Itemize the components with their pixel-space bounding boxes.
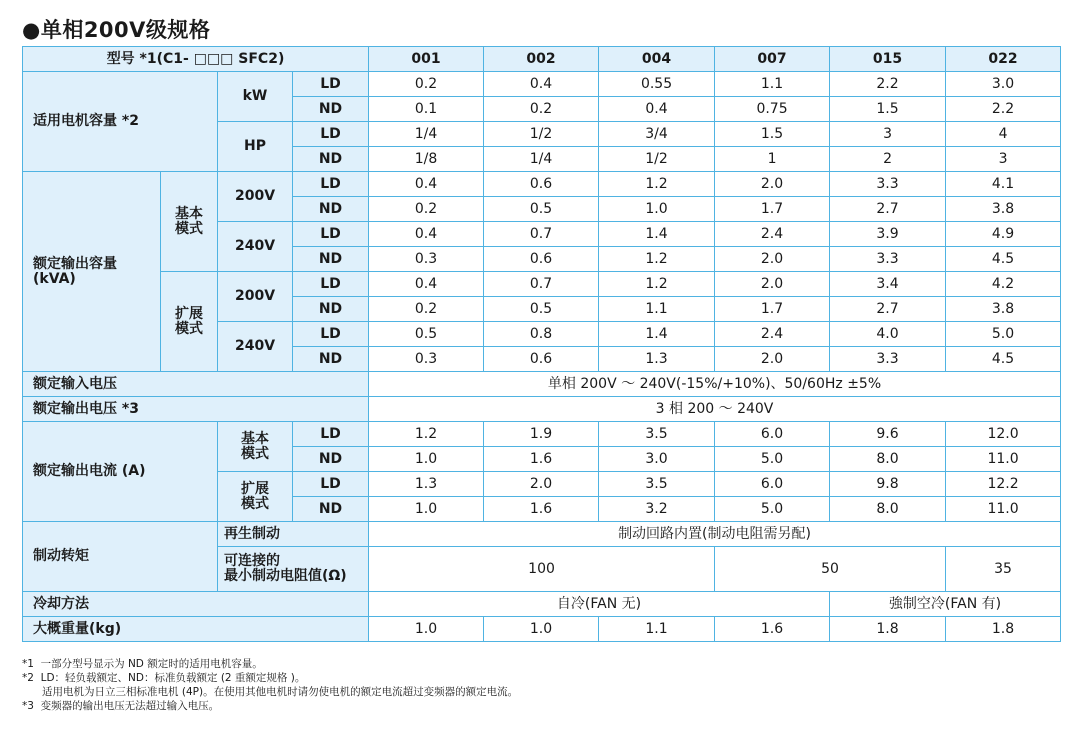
value-cell: 0.5 <box>484 197 599 222</box>
mode-cell: ND <box>293 247 369 272</box>
value-cell: 3.3 <box>830 172 946 197</box>
mode-cell: LD <box>293 272 369 297</box>
value-cell: 1.6 <box>715 617 830 642</box>
value-cell: 4 <box>946 122 1061 147</box>
basic-mode-line1: 基本 <box>175 205 203 222</box>
value-cell: 9.8 <box>830 472 946 497</box>
value-cell: 3.9 <box>830 222 946 247</box>
model-015: 015 <box>830 47 946 72</box>
current-extended-line2: 模式 <box>241 495 269 512</box>
value-cell: 1.8 <box>946 617 1061 642</box>
value-cell: 0.4 <box>369 272 484 297</box>
model-header: 型号 *1(C1- □□□ SFC2) <box>23 47 369 72</box>
table-row <box>23 522 1061 547</box>
value-cell: 1.0 <box>599 197 715 222</box>
value-cell: 12.2 <box>946 472 1061 497</box>
value-cell: 11.0 <box>946 497 1061 522</box>
value-cell: 1.0 <box>369 447 484 472</box>
value-cell: 1.2 <box>599 272 715 297</box>
model-001: 001 <box>369 47 484 72</box>
table-row <box>23 617 1061 642</box>
extended-mode-line1: 扩展 <box>175 305 203 322</box>
mode-cell: LD <box>293 172 369 197</box>
value-cell: 4.9 <box>946 222 1061 247</box>
value-cell: 1.6 <box>484 497 599 522</box>
value-cell: 1.4 <box>599 222 715 247</box>
value-cell: 3.3 <box>830 247 946 272</box>
mode-cell: ND <box>293 447 369 472</box>
voltage-200v: 200V <box>218 172 293 222</box>
value-cell: 3.2 <box>599 497 715 522</box>
value-cell: 4.5 <box>946 347 1061 372</box>
current-basic-line1: 基本 <box>241 430 269 447</box>
value-cell: 2.0 <box>715 172 830 197</box>
voltage-240v: 240V <box>218 222 293 272</box>
value-cell: 5.0 <box>715 447 830 472</box>
mode-cell: LD <box>293 122 369 147</box>
value-cell: 1.0 <box>369 617 484 642</box>
value-cell: 8.0 <box>830 497 946 522</box>
min-resistance-value: 100 <box>369 547 715 592</box>
current-basic-mode-label <box>218 422 293 472</box>
value-cell: 0.2 <box>369 72 484 97</box>
footnotes <box>22 657 518 713</box>
value-cell: 8.0 <box>830 447 946 472</box>
value-cell: 0.6 <box>484 347 599 372</box>
cooling-forced: 強制空冷(FAN 有) <box>830 592 1061 617</box>
footnote: 适用电机为日立三相标准电机 (4P)。在使用其他电机时请勿使电机的额定电流超过变频器的额定电流。 <box>22 686 519 698</box>
cooling-natural: 自冷(FAN 无) <box>369 592 830 617</box>
value-cell: 1.7 <box>715 297 830 322</box>
value-cell: 3 <box>946 147 1061 172</box>
value-cell: 4.0 <box>830 322 946 347</box>
basic-mode-line2: 模式 <box>175 220 203 237</box>
min-resistance-line1: 可连接的 <box>224 553 280 569</box>
value-cell: 2.0 <box>484 472 599 497</box>
extended-mode-label <box>161 272 218 372</box>
value-cell: 3 <box>830 122 946 147</box>
table-row <box>23 372 1061 397</box>
value-cell: 2.0 <box>715 272 830 297</box>
table-row <box>23 592 1061 617</box>
value-cell: 0.4 <box>484 72 599 97</box>
value-cell: 1/2 <box>484 122 599 147</box>
value-cell: 3.4 <box>830 272 946 297</box>
value-cell: 1.0 <box>369 497 484 522</box>
value-cell: 0.75 <box>715 97 830 122</box>
value-cell: 0.5 <box>369 322 484 347</box>
output-voltage-label: 额定输出电压 *3 <box>23 397 369 422</box>
value-cell: 5.0 <box>946 322 1061 347</box>
mode-cell: ND <box>293 97 369 122</box>
model-002: 002 <box>484 47 599 72</box>
mode-cell: LD <box>293 72 369 97</box>
value-cell: 0.2 <box>484 97 599 122</box>
value-cell: 0.2 <box>369 197 484 222</box>
mode-cell: LD <box>293 322 369 347</box>
value-cell: 1.4 <box>599 322 715 347</box>
braking-label: 制动转矩 <box>23 522 218 592</box>
value-cell: 2.0 <box>715 347 830 372</box>
value-cell: 3.0 <box>599 447 715 472</box>
value-cell: 1.5 <box>715 122 830 147</box>
value-cell: 0.7 <box>484 222 599 247</box>
regen-braking-label: 再生制动 <box>218 522 369 547</box>
value-cell: 2.2 <box>946 97 1061 122</box>
input-voltage-label: 额定输入电压 <box>23 372 369 397</box>
value-cell: 1.2 <box>599 247 715 272</box>
value-cell: 12.0 <box>946 422 1061 447</box>
value-cell: 2.2 <box>830 72 946 97</box>
value-cell: 1.3 <box>369 472 484 497</box>
footnote: *2 LD：轻负载额定、ND：标准负载额定 (2 重额定规格 )。 <box>22 672 306 684</box>
table-row <box>23 397 1061 422</box>
mode-cell: LD <box>293 222 369 247</box>
regen-braking-value: 制动回路内置(制动电阻需另配) <box>369 522 1061 547</box>
value-cell: 2.7 <box>830 197 946 222</box>
spec-table <box>22 46 1061 642</box>
output-capacity-label <box>23 172 161 372</box>
cooling-label: 冷却方法 <box>23 592 369 617</box>
value-cell: 2 <box>830 147 946 172</box>
value-cell: 1.0 <box>484 617 599 642</box>
value-cell: 1.6 <box>484 447 599 472</box>
value-cell: 3.3 <box>830 347 946 372</box>
value-cell: 3.5 <box>599 422 715 447</box>
min-resistance-value: 35 <box>946 547 1061 592</box>
table-row <box>23 272 1061 297</box>
value-cell: 2.7 <box>830 297 946 322</box>
value-cell: 2.0 <box>715 247 830 272</box>
value-cell: 0.6 <box>484 172 599 197</box>
value-cell: 3.8 <box>946 297 1061 322</box>
value-cell: 0.8 <box>484 322 599 347</box>
value-cell: 1.1 <box>599 617 715 642</box>
header-row <box>23 47 1061 72</box>
weight-label: 大概重量(kg) <box>23 617 369 642</box>
model-004: 004 <box>599 47 715 72</box>
value-cell: 1.1 <box>715 72 830 97</box>
value-cell: 5.0 <box>715 497 830 522</box>
value-cell: 6.0 <box>715 422 830 447</box>
value-cell: 1.2 <box>369 422 484 447</box>
value-cell: 0.6 <box>484 247 599 272</box>
current-extended-mode-label <box>218 472 293 522</box>
current-extended-line1: 扩展 <box>241 480 269 497</box>
value-cell: 1.1 <box>599 297 715 322</box>
table-row <box>23 172 1061 197</box>
mode-cell: ND <box>293 297 369 322</box>
extended-mode-line2: 模式 <box>175 320 203 337</box>
table-row <box>23 72 1061 97</box>
voltage-200v: 200V <box>218 272 293 322</box>
output-voltage-value: 3 相 200 ～ 240V <box>369 397 1061 422</box>
value-cell: 0.3 <box>369 247 484 272</box>
value-cell: 4.1 <box>946 172 1061 197</box>
value-cell: 0.3 <box>369 347 484 372</box>
value-cell: 3.0 <box>946 72 1061 97</box>
input-voltage-value: 单相 200V ～ 240V(-15%/+10%)、50/60Hz ±5% <box>369 372 1061 397</box>
value-cell: 1 <box>715 147 830 172</box>
min-resistance-line2: 最小制动电阻值(Ω) <box>224 568 347 584</box>
motor-capacity-label: 适用电机容量 *2 <box>23 72 218 172</box>
value-cell: 4.2 <box>946 272 1061 297</box>
voltage-240v: 240V <box>218 322 293 372</box>
value-cell: 1/4 <box>369 122 484 147</box>
value-cell: 1.3 <box>599 347 715 372</box>
mode-cell: ND <box>293 197 369 222</box>
value-cell: 1/8 <box>369 147 484 172</box>
value-cell: 1.7 <box>715 197 830 222</box>
mode-cell: LD <box>293 472 369 497</box>
output-capacity-label-line2: (kVA) <box>33 270 76 287</box>
value-cell: 1/4 <box>484 147 599 172</box>
model-022: 022 <box>946 47 1061 72</box>
model-007: 007 <box>715 47 830 72</box>
footnote: *3 变频器的输出电压无法超过输入电压。 <box>22 700 220 712</box>
min-resistance-label <box>218 547 369 592</box>
value-cell: 4.5 <box>946 247 1061 272</box>
value-cell: 0.2 <box>369 297 484 322</box>
current-basic-line2: 模式 <box>241 445 269 462</box>
output-capacity-label-line1: 额定输出容量 <box>33 255 117 272</box>
value-cell: 0.7 <box>484 272 599 297</box>
value-cell: 0.5 <box>484 297 599 322</box>
value-cell: 1.5 <box>830 97 946 122</box>
value-cell: 11.0 <box>946 447 1061 472</box>
page-title: ●单相200V级规格 <box>22 18 211 42</box>
table-row <box>23 422 1061 447</box>
unit-kw: kW <box>218 72 293 122</box>
footnote: *1 一部分型号显示为 ND 额定时的适用电机容量。 <box>22 658 263 670</box>
value-cell: 1.8 <box>830 617 946 642</box>
value-cell: 0.4 <box>369 222 484 247</box>
value-cell: 9.6 <box>830 422 946 447</box>
value-cell: 0.55 <box>599 72 715 97</box>
mode-cell: ND <box>293 347 369 372</box>
value-cell: 3/4 <box>599 122 715 147</box>
basic-mode-label <box>161 172 218 272</box>
output-current-label: 额定输出电流 (A) <box>23 422 218 522</box>
value-cell: 3.5 <box>599 472 715 497</box>
min-resistance-value: 50 <box>715 547 946 592</box>
mode-cell: ND <box>293 147 369 172</box>
value-cell: 1.2 <box>599 172 715 197</box>
value-cell: 0.4 <box>599 97 715 122</box>
value-cell: 0.4 <box>369 172 484 197</box>
unit-hp: HP <box>218 122 293 172</box>
mode-cell: LD <box>293 422 369 447</box>
value-cell: 2.4 <box>715 322 830 347</box>
value-cell: 6.0 <box>715 472 830 497</box>
value-cell: 1.9 <box>484 422 599 447</box>
value-cell: 1/2 <box>599 147 715 172</box>
mode-cell: ND <box>293 497 369 522</box>
value-cell: 0.1 <box>369 97 484 122</box>
value-cell: 3.8 <box>946 197 1061 222</box>
value-cell: 2.4 <box>715 222 830 247</box>
